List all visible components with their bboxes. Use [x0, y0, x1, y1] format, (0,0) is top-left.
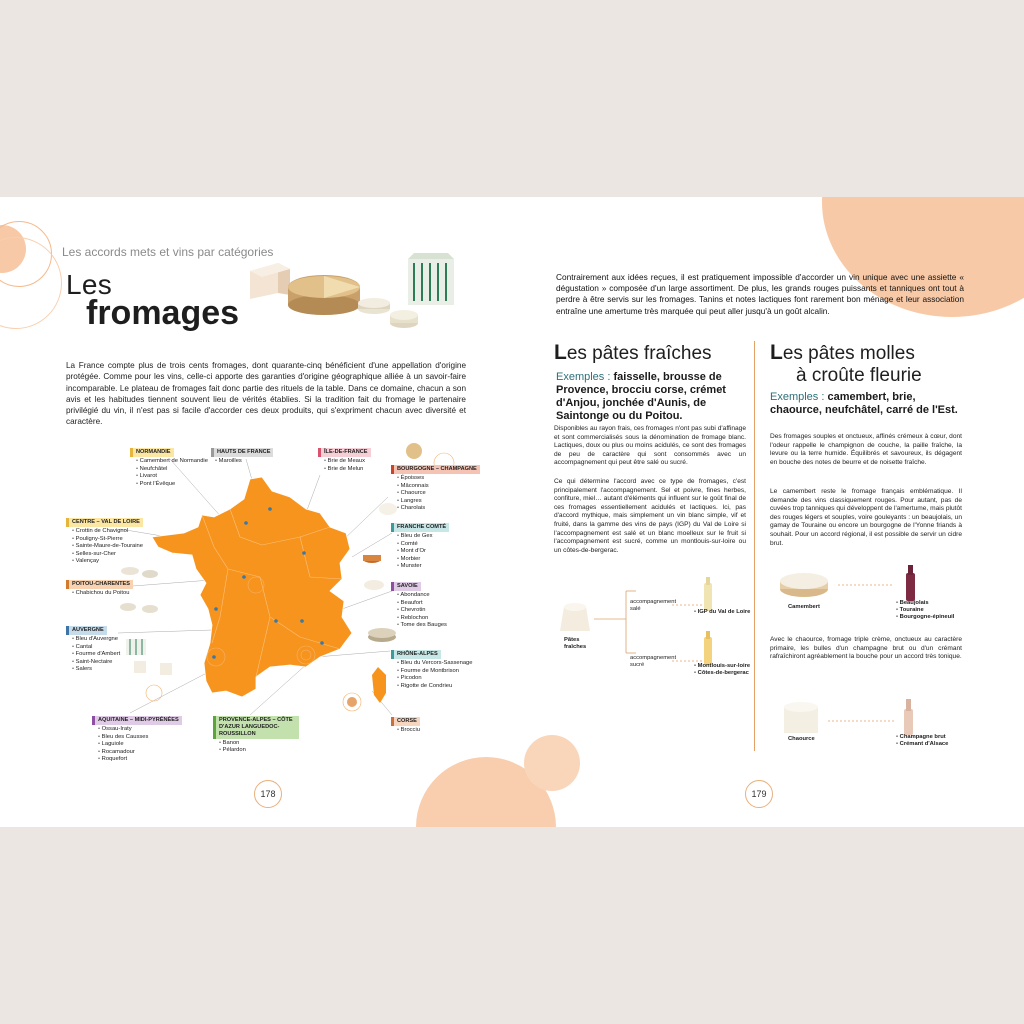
diagram-cheese-label: Chaource: [788, 736, 815, 742]
examples-label: Exemples :: [556, 371, 611, 383]
region-bourgogne-champagne: [391, 465, 480, 512]
examples-label: Exemples :: [770, 391, 825, 403]
wine-item: • Beaujolais: [896, 600, 954, 607]
paragraph: Disponibles au rayon frais, ces fromages n'ont pas subi d'affinage et sont commercialisés sous la dénomination de fromage blanc. Lactiques, doux ou plus ou moins acidulés, ce sont des fromages de peu de caractère qui sont consommés avec un accompagnement qui peut être salé ou sucré.: [554, 425, 746, 467]
deco-circle: [524, 735, 580, 791]
cheese-item: • Chevrotin: [391, 607, 447, 614]
examples-text: camembert, brie, chaource, neufchâtel, carré de l'Est.: [770, 391, 958, 416]
wine-item: • Bourgogne-épineuil: [896, 614, 954, 621]
right-intro: Contrairement aux idées reçues, il est pratiquement impossible d'accorder un vin unique avec une assiette « dégustation » composée d'un large assortiment. De plus, les grands rouges puissants et tanniques ont tout à perdre à être servis sur les fromages. Tanins et notes lactiques font rarement bon ménage et leur association entraîne une amertume très marquée qui peut aller jusqu'à un goût alcalin.: [556, 272, 964, 316]
region-tag: RHÔNE-ALPES: [391, 650, 441, 659]
cheese-item: • Bleu d'Auvergne: [66, 636, 120, 643]
region-tag: SAVOIE: [391, 582, 421, 591]
cheese-item: • Pont l'Évêque: [130, 481, 208, 488]
diagram-cheese-label: Pâtes fraîches: [564, 637, 587, 650]
region-tag: NORMANDIE: [130, 448, 174, 457]
diagram-cheese-label: Camembert: [788, 604, 820, 610]
region-tag: CENTRE – VAL DE LOIRE: [66, 518, 143, 527]
paragraph: Le camembert reste le fromage français emblématique. Il demande des vins classiquement rouges. Pour autant, pas de cuvées trop tanniques qui développent de l'amertume, mais plutôt des rouges légers et souples, voire gouleyants : un beaujolais, un gamay de Touraine ou encore un bourgogne de l'Yonne friands à souhait. Pour un accord régional, il est possible de servir un cidre brut.: [770, 488, 962, 547]
diagram-wine-label: [694, 609, 750, 616]
examples-pates-molles: [770, 391, 960, 417]
cheese-item: • Bleu des Causses: [92, 734, 182, 741]
cheese-item: • Tome des Bauges: [391, 622, 447, 629]
wine-item: • IGP du Val de Loire: [694, 609, 750, 616]
diagram-wine-label: [694, 663, 750, 677]
examples-pates-fraiches: [556, 371, 746, 423]
cheese-item: • Brie de Meaux: [318, 458, 371, 465]
diagram-branch-label: accompagnement salé: [630, 599, 677, 612]
cheese-item: • Charolais: [391, 505, 480, 512]
book-spread: [0, 197, 1024, 827]
cheese-item: • Munster: [391, 563, 449, 570]
wine-item: • Crémant d'Alsace: [896, 741, 948, 748]
title-rest: es pâtes fraîches: [566, 343, 712, 364]
region-ile-de-france: [318, 448, 371, 473]
cheese-item: • Époisses: [391, 475, 480, 482]
cheese-item: • Camembert de Normandie: [130, 458, 208, 465]
examples-text: faisselle, brousse de Provence, brocciu corse, crémet d'Anjou, jonchée d'Aunis, de Saintonge ou du Poitou.: [556, 371, 726, 422]
section-title-pates-fraiches: [554, 342, 712, 365]
cheese-item: • Selles-sur-Cher: [66, 551, 143, 558]
region-savoie: [391, 582, 447, 629]
title-line2: à croûte fleurie: [796, 365, 922, 386]
region-tag: BOURGOGNE – CHAMPAGNE: [391, 465, 480, 474]
region-centre-val-de-loire: [66, 518, 143, 565]
cheese-item: • Chaource: [391, 490, 480, 497]
cheese-item: • Roquefort: [92, 756, 182, 763]
cheese-item: • Reblochon: [391, 615, 447, 622]
cheese-item: • Banon: [213, 740, 299, 747]
section-title-pates-molles: [770, 342, 922, 387]
column-divider: [754, 341, 755, 751]
region-tag: ÎLE-DE-FRANCE: [318, 448, 371, 457]
cheese-item: • Brocciu: [391, 727, 420, 734]
cheese-item: • Morbier: [391, 556, 449, 563]
diagram-wine-list: [896, 600, 954, 621]
section-kicker: Les accords mets et vins par catégories: [62, 245, 274, 259]
region-tag: FRANCHE COMTÉ: [391, 523, 449, 532]
intro-paragraph: La France compte plus de trois cents fromages, dont quarante-cinq bénéficient d'une appellation d'origine protégée. Comme pour les vins, celle-ci apporte des garanties d'origine géographique alliée à un savoir-faire incomparable. Le plateau de fromages fait donc partie des rituels de la table. Dans ce domaine, chacun a son avis et les habitudes tiennent souvent lieu de vérités établies. Si la tradition fait du fromage le partenaire privilégié du vin, il n'est pas si facile d'accorder ces deux produits, qui s'expriment chacun avec diversité et caractère.: [66, 361, 466, 427]
cheese-item: • Crottin de Chavignol: [66, 528, 143, 535]
right-page: [512, 197, 1024, 827]
region-provence-languedoc: [213, 716, 299, 755]
region-poitou-charentes: [66, 580, 133, 598]
wine-item: • Champagne brut: [896, 734, 948, 741]
paragraph: Des fromages souples et onctueux, affinés crémeux à cœur, dont l'odeur rappelle le champignon de couche, la paille fraîche, la levure ou la terre humide. Équilibrés et savoureux, ils dégagent en bouche des notes de beurre et de noisette fraîche.: [770, 433, 962, 466]
region-auvergne: [66, 626, 120, 673]
title-initial: L: [554, 341, 567, 364]
region-tag: POITOU-CHARENTES: [66, 580, 133, 589]
cheese-item: • Cantal: [66, 644, 120, 651]
cheese-item: • Pouligny-St-Pierre: [66, 536, 143, 543]
page-title-line1: Les: [66, 269, 113, 300]
region-franche-comte: [391, 523, 449, 570]
title-rest: es pâtes molles: [782, 343, 915, 364]
region-tag: CORSE: [391, 717, 420, 726]
diagram-wine-list: [896, 734, 948, 748]
cheese-item: • Ossau-Iraty: [92, 726, 182, 733]
cheese-item: • Sainte-Maure-de-Touraine: [66, 543, 143, 550]
cheese-item: • Neufchâtel: [130, 466, 208, 473]
wine-item: • Montlouis-sur-loire: [694, 663, 750, 670]
cheese-item: • Comté: [391, 541, 449, 548]
cheese-item: • Maroilles: [211, 458, 273, 465]
cheese-item: • Saint-Nectaire: [66, 659, 120, 666]
left-page: [0, 197, 512, 827]
cheese-item: • Mâconnais: [391, 483, 480, 490]
page-number-right: 179: [745, 780, 773, 808]
page-title-line2: fromages: [86, 294, 240, 332]
cheese-item: • Mont d'Or: [391, 548, 449, 555]
region-tag: AUVERGNE: [66, 626, 107, 635]
region-tag: PROVENCE-ALPES – CÔTE D'AZUR LANGUEDOC-ROUSSILLON: [213, 716, 299, 739]
region-normandie: [130, 448, 208, 488]
cheese-item: • Fourme de Montbrison: [391, 668, 473, 675]
cheese-item: • Abondance: [391, 592, 447, 599]
cheese-item: • Rigotte de Condrieu: [391, 683, 473, 690]
cheese-item: • Rocamadour: [92, 749, 182, 756]
region-corse: [391, 717, 420, 735]
cheese-item: • Valençay: [66, 558, 143, 565]
cheese-item: • Brie de Melun: [318, 466, 371, 473]
wine-item: • Côtes-de-bergerac: [694, 670, 750, 677]
cheese-item: • Bleu du Vercors-Sassenage: [391, 660, 473, 667]
cheese-item: • Beaufort: [391, 600, 447, 607]
region-tag: AQUITAINE – MIDI-PYRÉNÉES: [92, 716, 182, 725]
cheese-item: • Langres: [391, 498, 480, 505]
cheese-item: • Bleu de Gex: [391, 533, 449, 540]
cheese-item: • Pélardon: [213, 747, 299, 754]
region-aquitaine-midi-pyrenees: [92, 716, 182, 763]
cheese-item: • Fourme d'Ambert: [66, 651, 120, 658]
paragraph: Ce qui détermine l'accord avec ce type de fromages, c'est principalement l'accompagnement. Sel et poivre, fines herbes, confiture, miel… autant d'éléments qui influent sur le goût final de ces fromages essentiellement acidulés et lactiques. Ici, pas d'accord mythique, mais simplement un vin blanc simple, vif et fruité, dans la gamme des vins de pays (IGP) du Val de Loire si l'accompagnement est salé et un blanc moelleux sur le fruit si l'accompagnement est sucré, comme un montlouis-sur-loire ou un côtes-de-bergerac.: [554, 478, 746, 554]
cheese-item: • Livarot: [130, 473, 208, 480]
title-initial: L: [770, 341, 783, 364]
region-tag: HAUTS DE FRANCE: [211, 448, 273, 457]
region-hauts-de-france: [211, 448, 273, 466]
cheese-item: • Chabichou du Poitou: [66, 590, 133, 597]
wine-item: • Touraine: [896, 607, 954, 614]
paragraph: Avec le chaource, fromage triple crème, onctueux au caractère primaire, les bulles d'un champagne brut ou d'un crémant rafraîchiront agréablement la bouche pour un accord très tonique.: [770, 636, 962, 661]
page-number-left: 178: [254, 780, 282, 808]
cheese-item: • Laguiole: [92, 741, 182, 748]
cheese-item: • Salers: [66, 666, 120, 673]
region-rhone-alpes: [391, 650, 473, 690]
diagram-branch-label: accompagnement sucré: [630, 655, 677, 668]
cheese-item: • Picodon: [391, 675, 473, 682]
